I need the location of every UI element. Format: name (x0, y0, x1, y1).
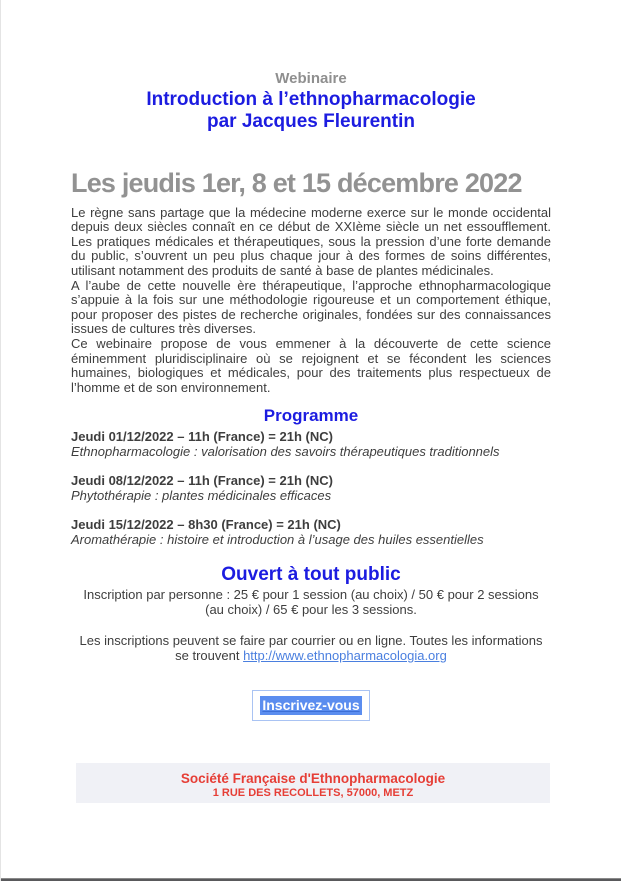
pricing-text: Inscription par personne : 25 € pour 1 session (au choix) / 50 € pour 2 sessions (au choix) / 65 € pour les 3 sessions. (83, 587, 539, 618)
session-item-1 (71, 430, 551, 459)
session-item-3 (71, 518, 551, 547)
webinar-speaker: par Jacques Fleurentin (206, 111, 415, 133)
session-date: Jeudi 15/12/2022 – 8h30 (France) = 21h (NC) (71, 517, 341, 533)
intro-section (71, 206, 551, 396)
session-item-2 (71, 474, 551, 503)
webinar-title: Introduction à l’ethnopharmacologie (146, 88, 476, 110)
intro-paragraph-2: A l’aube de cette nouvelle ère thérapeutique, l’approche ethnopharmacologique s’appuie à la fois sur une méthodologie rigoureuse et un comportement éthique, pour proposer des pistes de recherche originales, fondées sur des connaissances issues de cultures très diverses. (71, 277, 551, 337)
registration-info-text: Les inscriptions peuvent se faire par courrier ou en ligne. Toutes les informations se trouvent (79, 632, 543, 663)
header-block (71, 70, 551, 134)
sessions-list (71, 430, 551, 548)
footer-organization: Société Française d'Ethnopharmacologie (180, 771, 446, 786)
session-date: Jeudi 08/12/2022 – 11h (France) = 21h (NC) (71, 473, 333, 489)
programme-heading: Programme (263, 406, 359, 426)
session-date: Jeudi 01/12/2022 – 11h (France) = 21h (NC) (71, 428, 333, 444)
page-content (1, 0, 621, 721)
footer-address: 1 RUE DES RECOLLETS, 57000, METZ (212, 786, 414, 799)
button-row (71, 690, 551, 721)
ethnopharmacologia-link[interactable]: http://www.ethnopharmacologia.org (243, 647, 447, 663)
intro-paragraph-3: Ce webinaire propose de vous emmener à la découverte de cette science éminemment pluridisciplinaire où se rejoignent et se fécondent les sciences humaines, biologiques et médicales, pour des traitements plus respectueux de l’homme et de son environnement. (71, 335, 551, 395)
webinar-kicker: Webinaire (275, 70, 347, 87)
subscribe-button-label: Inscrivez-vous (262, 696, 360, 713)
session-topic: Ethnopharmacologie : valorisation des savoirs thérapeutiques traditionnels (71, 443, 500, 459)
session-topic: Aromathérapie : histoire et introduction à l’usage des huiles essentielles (71, 531, 484, 547)
registration-info (74, 633, 548, 663)
footer-box (76, 763, 550, 803)
dates-heading: Les jeudis 1er, 8 et 15 décembre 2022 (71, 167, 522, 198)
intro-paragraph-1: Le règne sans partage que la médecine moderne exerce sur le monde occidental depuis deux siècles connaît en ce début de XXIème siècle un net essoufflement. Les pratiques médicales et thérapeutiques, sous la pression d’une forte demande du public, s’ouvrent un peu plus chaque jour à des formes de soins différentes, utilisant notamment des produits de santé à base de plantes médicinales. (71, 204, 551, 278)
open-to-public-heading: Ouvert à tout public (221, 563, 401, 585)
session-topic: Phytothérapie : plantes médicinales efficaces (71, 487, 332, 503)
subscribe-button[interactable] (252, 690, 369, 721)
